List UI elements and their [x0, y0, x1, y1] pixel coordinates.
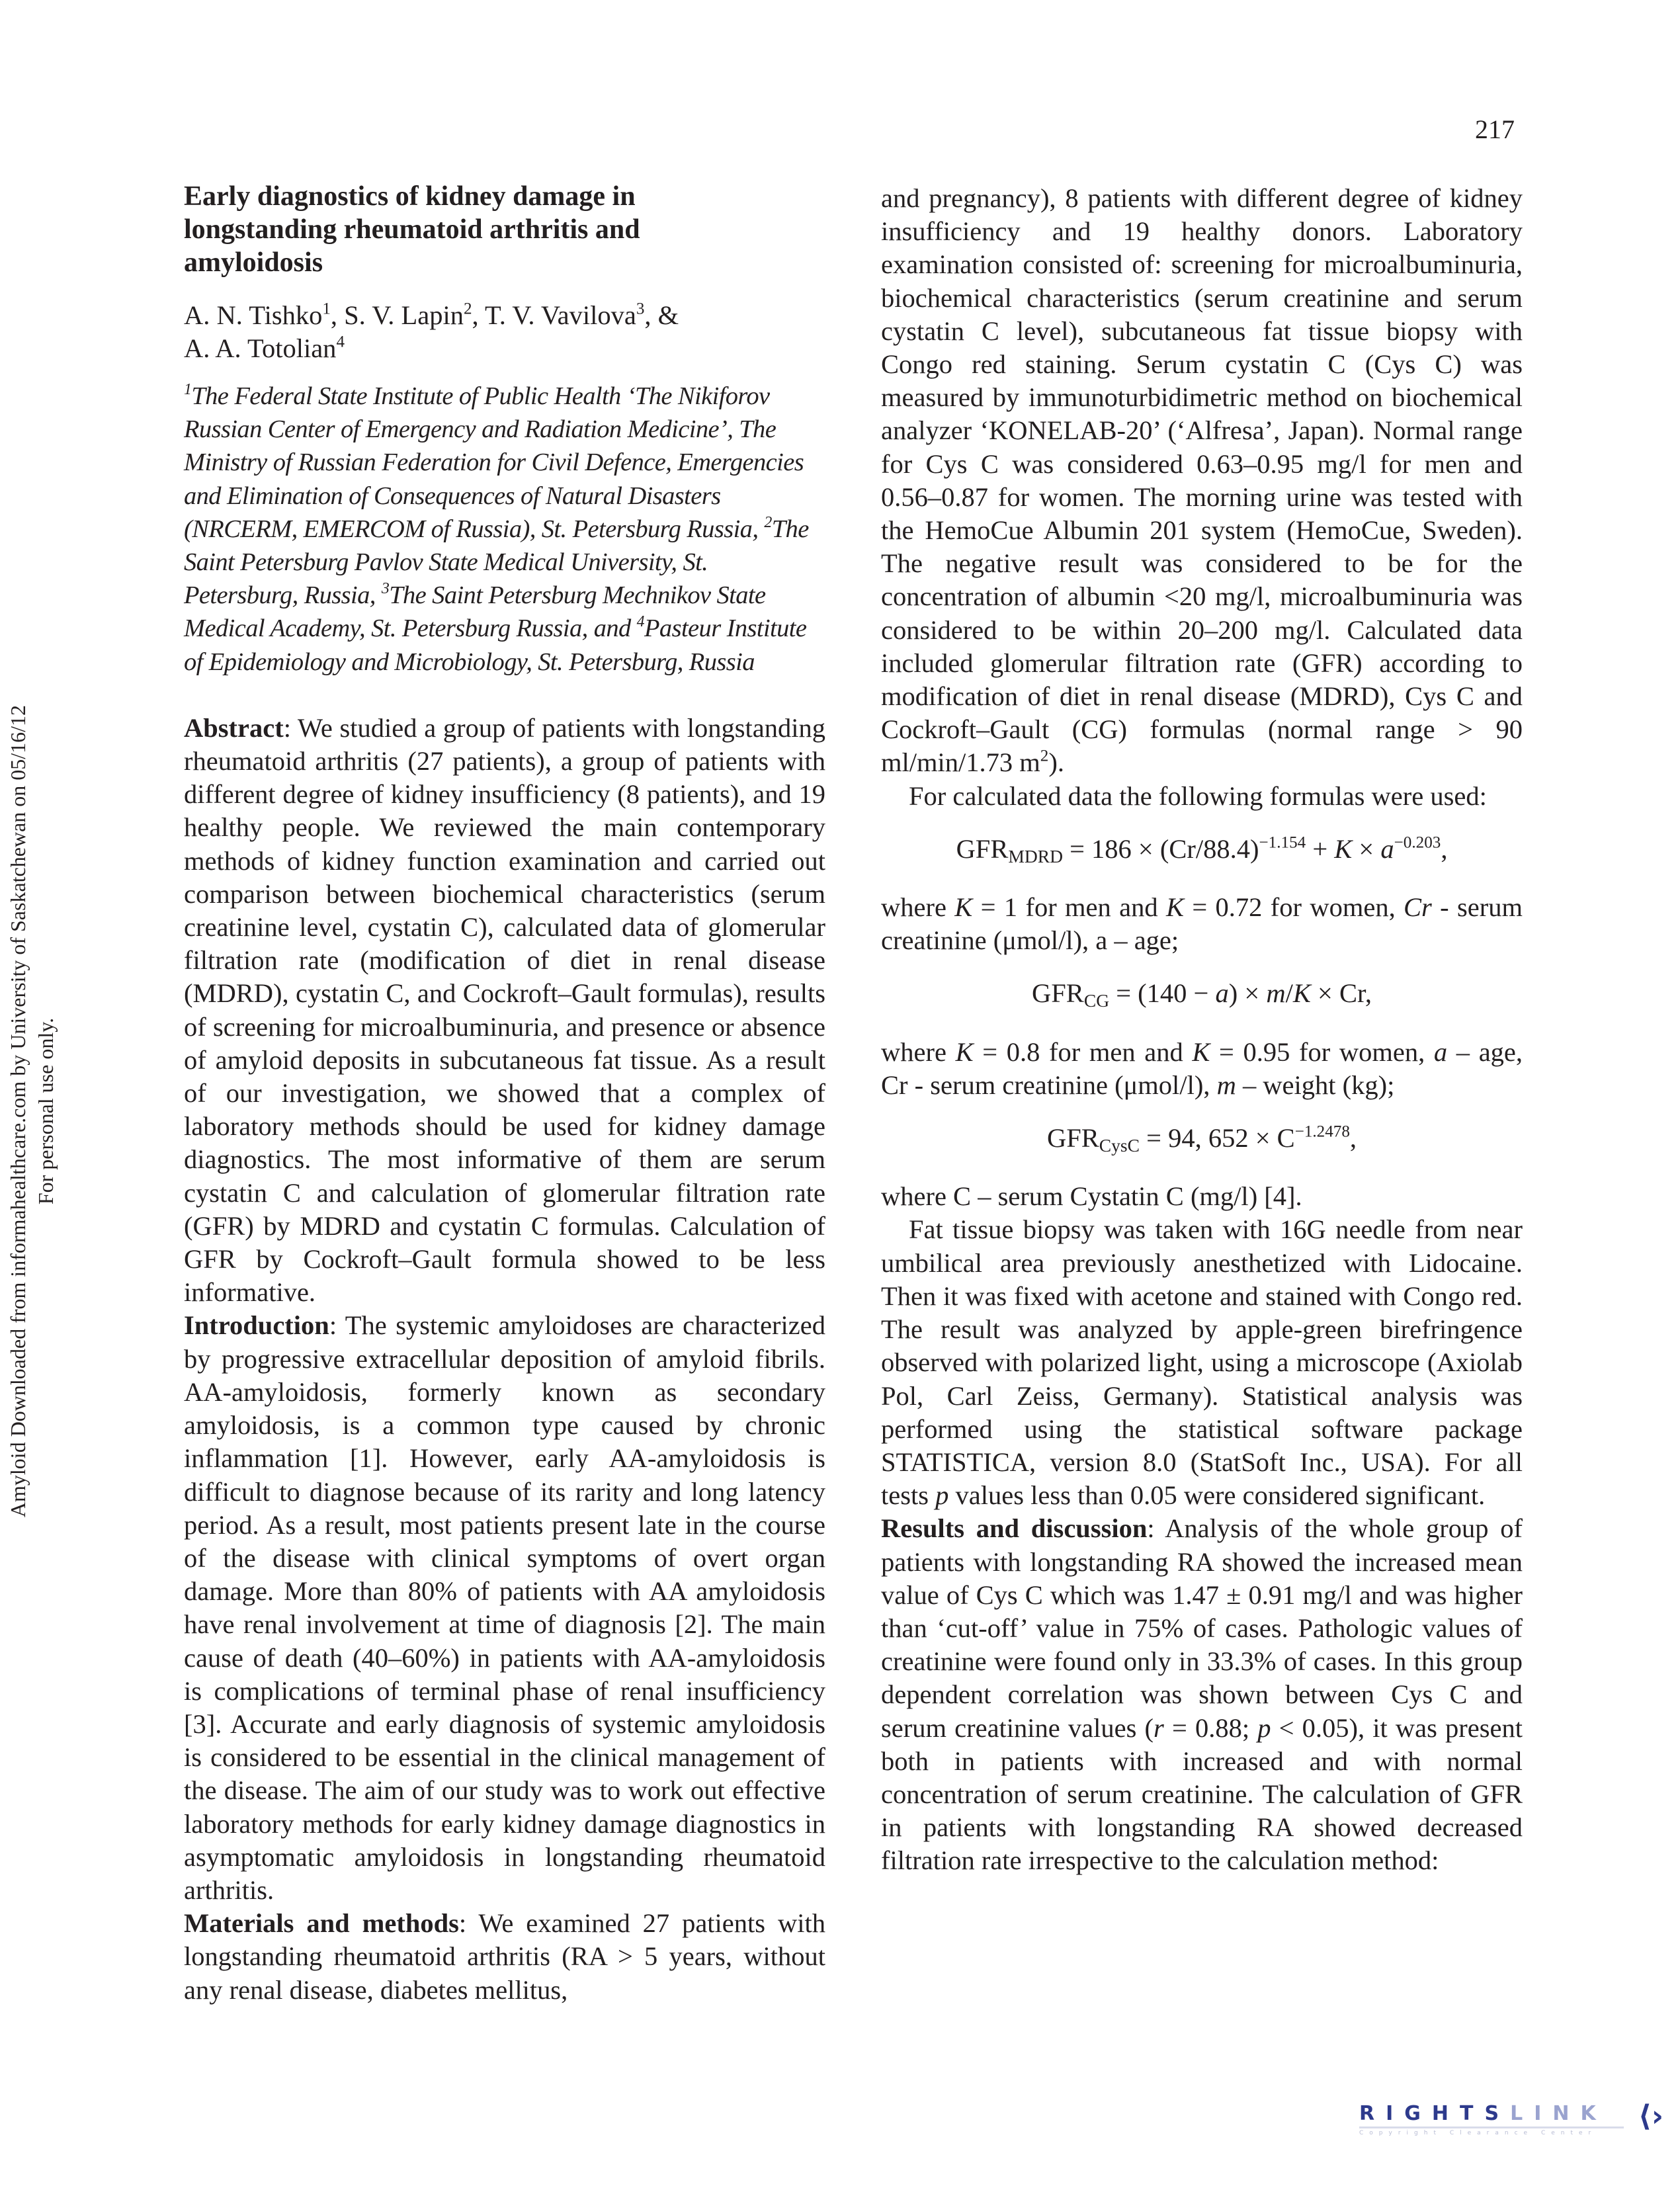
download-notice-line1: Amyloid Downloaded from informahealthcare.com by University of Saskatchewan on 05/16/12 — [6, 704, 30, 1518]
text: = 0.8 for men and — [973, 1036, 1193, 1067]
methods-continued — [881, 182, 1523, 780]
abstract-text: : We studied a group of patients with longstanding rheumatoid arthritis (27 patients), a group of patients with different degree of kidney insufficiency (8 patients), and 19 healthy people. We reviewed the main contemporary methods of kidney function examination and carried out comparison between biochemical characteristics (serum creatinine level, cystatin C), calculated data of glomerular filtration rate (modification of diet in renal disease (MDRD), cystatin C, and Cockroft–Gault formulas), results of screening for microalbuminuria, and presence or absence of amyloid deposits in subcutaneous fat tissue. As a result of our investigation, we showed that a complex of laboratory methods should be used for kidney damage diagnostics. The most informative of them are serum cystatin C and calculation of glomerular filtration rate (GFR) by MDRD and cystatin C formulas. Calculation of GFR by Cockroft–Gault formula showed to be less informative. — [184, 712, 825, 1308]
author-name: S. V. Lapin — [344, 300, 464, 330]
variable: K — [954, 892, 973, 923]
affil-number: 1 — [184, 381, 192, 399]
author-affil-mark: 4 — [336, 333, 345, 351]
variable: r — [1154, 1712, 1164, 1743]
text: – weight (kg); — [1236, 1070, 1395, 1100]
variable: p — [1257, 1712, 1271, 1743]
text: = 0.88; — [1163, 1712, 1258, 1743]
methods-paragraph — [184, 1907, 825, 2007]
formula-lhs: GFR — [956, 833, 1009, 864]
rightslink-wordmark — [1359, 2102, 1677, 2125]
author-name: A. N. Tishko — [184, 300, 323, 330]
variable: a — [1433, 1036, 1448, 1067]
variable: K — [955, 1036, 974, 1067]
affiliation-text: The Saint Petersburg Pavlov State Medical University, St. Petersburg, Russia, — [184, 515, 809, 610]
abstract-heading: Abstract — [184, 712, 284, 743]
affiliation-text: Pasteur Institute of Epidemiology and Microbiology, St. Petersburg, Russia — [184, 614, 807, 676]
rightslink-arrow-icon: ⟨› — [1638, 2099, 1663, 2133]
text: = 0.95 for women, — [1210, 1036, 1434, 1067]
formula-variable: K — [1292, 978, 1311, 1009]
text: = 1 for men and — [972, 892, 1166, 923]
superscript: 2 — [1040, 747, 1049, 765]
abstract-paragraph — [184, 712, 825, 1310]
formula-variable: m — [1266, 978, 1286, 1009]
text: < 0.05), it was present both in patients with increased and with normal concentration of serum creatinine. The calculation of GFR in patients with longstanding RA showed decreased filtration rate irrespective to the calculation method: — [881, 1712, 1523, 1876]
introduction-paragraph — [184, 1309, 825, 1907]
cg-definitions — [881, 1036, 1523, 1102]
formula-exponent: −1.2478 — [1294, 1122, 1350, 1141]
methods-text: : We examined 27 patients with longstanding rheumatoid arthritis (RA > 5 years, without any renal disease, diabetes mellitus, — [184, 1908, 825, 2005]
affiliation-text: The Federal State Institute of Public Health ‘The Nikiforov Russian Center of Emergency and Radiation Medicine’, The Ministry of Russian Federation for Civil Defence, Emergencies and Elimination of Consequences of Natural Disasters (NRCERM, EMERCOM of Russia), St. Petersburg Russia, — [184, 382, 804, 543]
formula-end: , — [1349, 1123, 1357, 1154]
author-affil-mark: 2 — [463, 300, 472, 318]
formulas-intro: For calculated data the following formulas were used: — [909, 780, 1487, 811]
page-number: 217 — [1475, 114, 1515, 144]
left-column — [184, 180, 825, 2007]
text: where — [881, 1036, 956, 1067]
methods-end: ). — [1048, 747, 1064, 778]
author-name: T. V. Vavilova — [485, 300, 636, 330]
formula-exponent: −1.154 — [1259, 833, 1306, 852]
author-name: A. A. Totolian — [184, 333, 337, 363]
rightslink-dark: RIGHTS — [1359, 2102, 1511, 2125]
affiliations — [184, 380, 825, 679]
variable: p — [935, 1480, 949, 1511]
affil-number: 4 — [636, 613, 645, 631]
right-column — [881, 182, 1523, 1878]
results-heading: Results and discussion — [881, 1513, 1148, 1544]
methods-heading: Materials and methods — [184, 1908, 459, 1939]
author-list — [184, 299, 825, 365]
text: values less than 0.05 were considered significant. — [948, 1480, 1486, 1511]
author-separator: , & — [644, 300, 679, 330]
formula-cysc — [881, 1122, 1523, 1155]
introduction-heading: Introduction — [184, 1310, 329, 1341]
rightslink-light: LINK — [1510, 2102, 1607, 2125]
affiliation-text: The Saint Petersburg Mechnikov State Medical Academy, St. Petersburg Russia, and — [184, 581, 766, 643]
formula-lhs: GFR — [1046, 1123, 1099, 1154]
formula-variable: a — [1380, 833, 1394, 864]
formula-exponent: −0.203 — [1394, 833, 1441, 852]
formula-body: = (140 − — [1109, 978, 1216, 1009]
text: = 0.72 for women, — [1183, 892, 1404, 923]
author-affil-mark: 3 — [636, 300, 645, 318]
text: : Analysis of the whole group of patients with longstanding RA showed the increased mean value of Cys C which was 1.47 ± 0.91 mg/l and was higher than ‘cut-off’ value in 75% of cases. Pathologic values of creatinine were found only in 33.3% of cases. In this group dependent correlation was shown between Cys C and serum creatinine values ( — [881, 1513, 1523, 1743]
text: where — [881, 892, 955, 923]
text: - serum creatinine (μmol/l), a – age; — [881, 892, 1523, 956]
text: Fat tissue biopsy was taken with 16G needle from near umbilical area previously anesthetized with Lidocaine. Then it was fixed with acetone and stained with Congo red. The result was analyzed by apple-green birefringence observed with polarized light, using a microscope (Axiolab Pol, Carl Zeiss, Germany). Statistical analysis was performed using the statistical software package STATISTICA, version 8.0 (StatSoft Inc., USA). For all tests — [881, 1214, 1523, 1511]
formula-variable: K — [1334, 833, 1353, 864]
variable: Cr — [1404, 892, 1432, 923]
mdrd-definitions — [881, 891, 1523, 957]
formula-subscript: CG — [1083, 990, 1110, 1011]
variable: K — [1192, 1036, 1210, 1067]
download-notice-line2: For personal use only. — [34, 1017, 58, 1205]
formula-body: = 186 × (Cr/88.4) — [1062, 833, 1259, 864]
formula-mdrd — [881, 833, 1523, 866]
formula-subscript: MDRD — [1008, 845, 1063, 866]
rightslink-logo[interactable] — [1359, 2099, 1677, 2142]
affil-number: 3 — [381, 580, 390, 598]
cysc-definitions: where C – serum Cystatin C (mg/l) [4]. — [881, 1181, 1302, 1212]
formula-end: , — [1441, 833, 1448, 864]
formula-operator: / — [1285, 978, 1293, 1009]
formula-body: × Cr, — [1310, 978, 1372, 1009]
introduction-text: : The systemic amyloidoses are characterized by progressive extracellular deposition of amyloid fibrils. AA-amyloidosis, formerly known as secondary amyloidosis, is a common type caused by chronic inflammation [1]. However, early AA-amyloidosis is difficult to diagnose because of its rarity and long latency period. As a result, most patients present late in the course of the disease with clinical symptoms of overt organ damage. More than 80% of patients with AA amyloidosis have renal involvement at time of diagnosis [2]. The main cause of death (40–60%) in patients with AA-amyloidosis is complications of terminal phase of renal insufficiency [3]. Accurate and early diagnosis of systemic amyloidosis is considered to be essential in the clinical management of the disease. The aim of our study was to work out effective laboratory methods for early kidney damage diagnostics in asymptomatic amyloidosis in longstanding rheumatoid arthritis. — [184, 1310, 825, 1905]
formula-operator: + — [1306, 833, 1335, 864]
author-affil-mark: 1 — [322, 300, 331, 318]
article-title: Early diagnostics of kidney damage in longstanding rheumatoid arthritis and amyloidosis — [184, 181, 640, 278]
formula-operator: × — [1352, 833, 1381, 864]
formula-body: ) × — [1228, 978, 1267, 1009]
biopsy-paragraph — [881, 1213, 1523, 1512]
author-separator: , — [330, 300, 345, 330]
formula-body: = 94, 652 × C — [1139, 1123, 1295, 1154]
author-separator: , — [472, 300, 485, 330]
methods-text-continued: and pregnancy), 8 patients with different degree of kidney insufficiency and 19 healthy donors. Laboratory examination consisted of: screening for microalbuminuria, biochemical characteristics (serum creatinine and serum cystatin C level), subcutaneous fat tissue biopsy with Congo red staining. Serum cystatin C (Cys C) was measured by immunoturbidimetric method on biochemical analyzer ‘KONELAB-20’ (‘Alfresa’, Japan). Normal range for Cys C was considered 0.63–0.95 mg/l for men and 0.56–0.87 for women. The morning urine was tested with the HemoCue Albumin 201 system (HemoCue, Sweden). The negative result was considered to be for the concentration of albumin <20 mg/l, microalbuminuria was considered to be within 20–200 mg/l. Calculated data included glomerular filtration rate (GFR) according to modification of diet in renal disease (MDRD), Cys C and Cockroft–Gault (CG) formulas (normal range > 90 ml/min/1.73 m — [881, 183, 1523, 778]
formula-lhs: GFR — [1032, 978, 1084, 1009]
results-paragraph — [881, 1512, 1523, 1877]
formula-subscript: CysC — [1099, 1134, 1140, 1156]
formula-variable: a — [1215, 978, 1229, 1009]
rightslink-subtitle: Copyright Clearance Center — [1359, 2126, 1624, 2136]
affil-number: 2 — [764, 514, 772, 532]
text: – age, Cr - serum creatinine (μmol/l), — [881, 1036, 1523, 1100]
variable: K — [1165, 892, 1184, 923]
download-notice — [4, 681, 57, 1541]
formula-cg — [881, 977, 1523, 1010]
variable: m — [1216, 1070, 1236, 1100]
